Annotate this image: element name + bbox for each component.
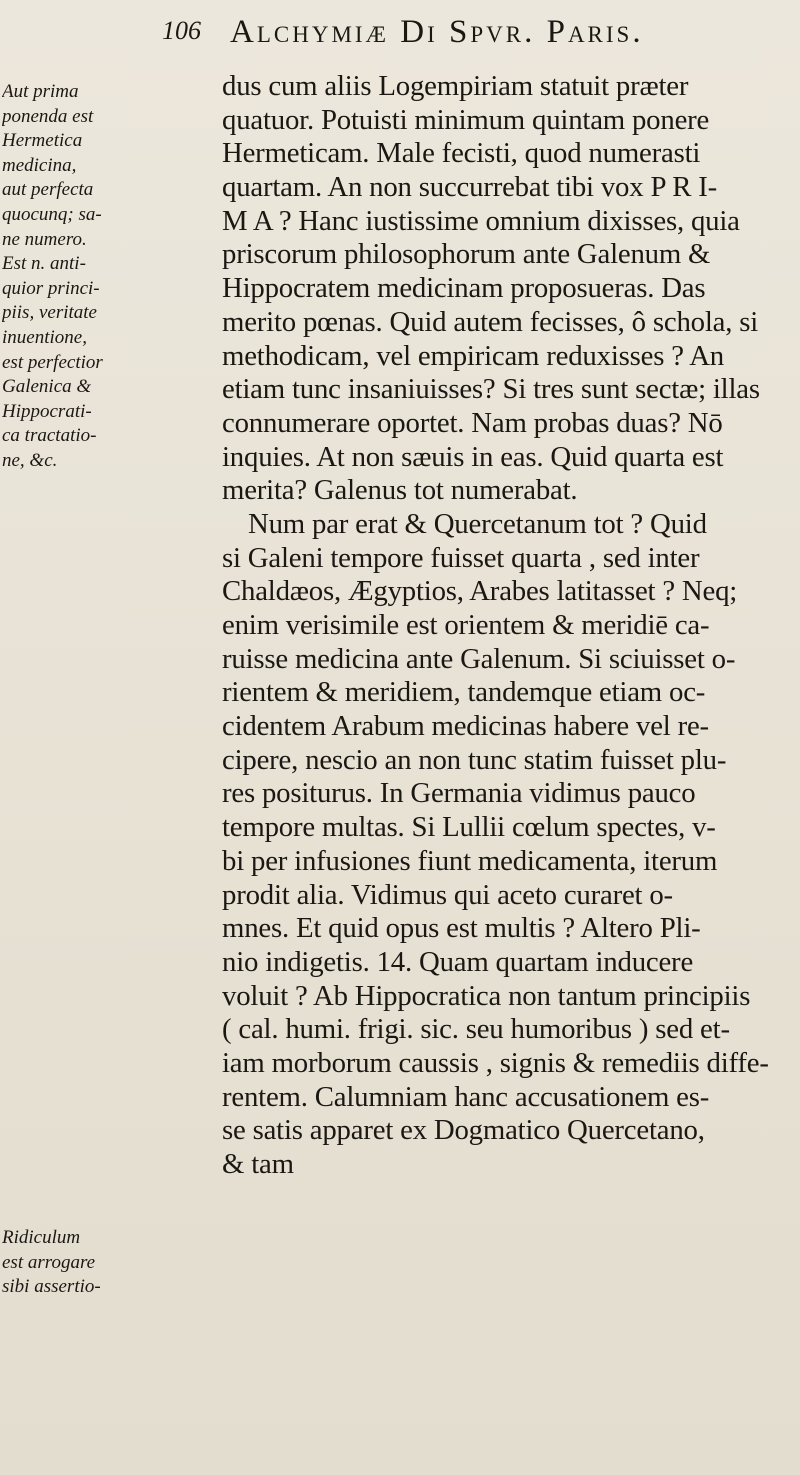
text-line: priscorum philosophorum ante Galenum & [222,238,711,271]
text-line: ( cal. humi. frigi. sic. seu humoribus ) sed et- [222,1013,730,1046]
margin-line: ponenda est [2,105,94,127]
text-line: Chaldæos, Ægyptios, Arabes latitasset ? Neq; [222,575,738,608]
text-line: cidentem Arabum medicinas habere vel re- [222,710,709,743]
text-line: connumerare oportet. Nam probas duas? Nō [222,406,723,439]
text-line: voluit ? Ab Hippocratica non tantum principiis [222,979,751,1012]
margin-line: Hippocrati- [2,400,92,422]
main-text-block [222,70,792,1182]
margin-line: piis, veritate [2,302,97,324]
margin-line: Galenica & [2,376,92,398]
margin-line: Est n. anti- [2,253,86,275]
running-title: Alchymiæ Di Spvr. Paris. [230,14,644,50]
margin-line: ne, &c. [2,449,58,471]
text-line: mnes. Et quid opus est multis ? Altero Pli- [222,912,701,945]
margin-line: Ridiculum [2,1227,81,1248]
margin-line: Aut prima [2,81,79,102]
margin-line: inuentione, [2,326,87,348]
text-line: & tam [222,1148,294,1180]
page-number: 106 [162,16,201,45]
text-line: methodicam, vel empiricam reduxisses ? An [222,339,725,372]
text-line: merito pœnas. Quid autem fecisses, ô schola, si [222,305,759,338]
margin-line: ca tractatio- [2,425,97,447]
text-line: nio indigetis. 14. Quam quartam inducere [222,945,694,978]
margin-line: quior princi- [2,277,100,299]
margin-line: ne numero. [2,228,87,250]
text-line: prodit alia. Vidimus qui aceto curaret o- [222,878,673,911]
text-line: ruisse medicina ante Galenum. Si sciuisset o- [222,642,736,675]
text-line: quartam. An non succurrebat tibi vox P R I- [222,171,717,204]
text-line: inquies. At non sæuis in eas. Quid quarta est [222,440,724,473]
margin-line: aut perfecta [2,179,94,201]
text-line: si Galeni tempore fuisset quarta , sed inter [222,541,700,574]
margin-line: est perfectior [2,351,103,373]
text-line: Num par erat & Quercetanum tot ? Quid [248,507,707,540]
text-line: dus cum aliis Logempiriam statuit præter [222,70,689,102]
text-line: res positurus. In Germania vidimus pauco [222,777,696,810]
text-line: se satis apparet ex Dogmatico Quercetano, [222,1114,705,1147]
text-line: rentem. Calumniam hanc accusationem es- [222,1080,710,1113]
margin-line: medicina, [2,154,77,176]
text-line: Hippocratem medicinam proposueras. Das [222,272,706,305]
text-line: bi per infusiones fiunt medicamenta, iterum [222,844,718,877]
margin-line: quocunq; sa- [2,203,102,225]
text-line: quatuor. Potuisti minimum quintam ponere [222,103,710,136]
text-line: iam morborum caussis , signis & remediis diffe- [222,1046,769,1079]
margin-line: sibi assertio- [2,1276,101,1298]
text-line: M A ? Hanc iustissime omnium dixisses, quia [222,204,740,237]
text-line: enim verisimile est orientem & meridiē ca- [222,609,710,641]
margin-note-2 [2,1226,120,1300]
text-line: Hermeticam. Male fecisti, quod numerasti [222,137,701,170]
text-line: tempore multas. Si Lullii cœlum spectes, v- [222,811,716,844]
running-head [150,6,800,56]
text-line: etiam tunc insaniuisses? Si tres sunt sectæ; illas [222,373,760,406]
text-line: merita? Galenus tot numerabat. [222,474,578,507]
margin-line: Hermetica [2,130,83,152]
margin-note-1 [2,80,120,474]
text-line: cipere, nescio an non tunc statim fuisset plu- [222,743,727,776]
text-line: rientem & meridiem, tandemque etiam oc- [222,676,706,709]
margin-line: est arrogare [2,1251,96,1273]
